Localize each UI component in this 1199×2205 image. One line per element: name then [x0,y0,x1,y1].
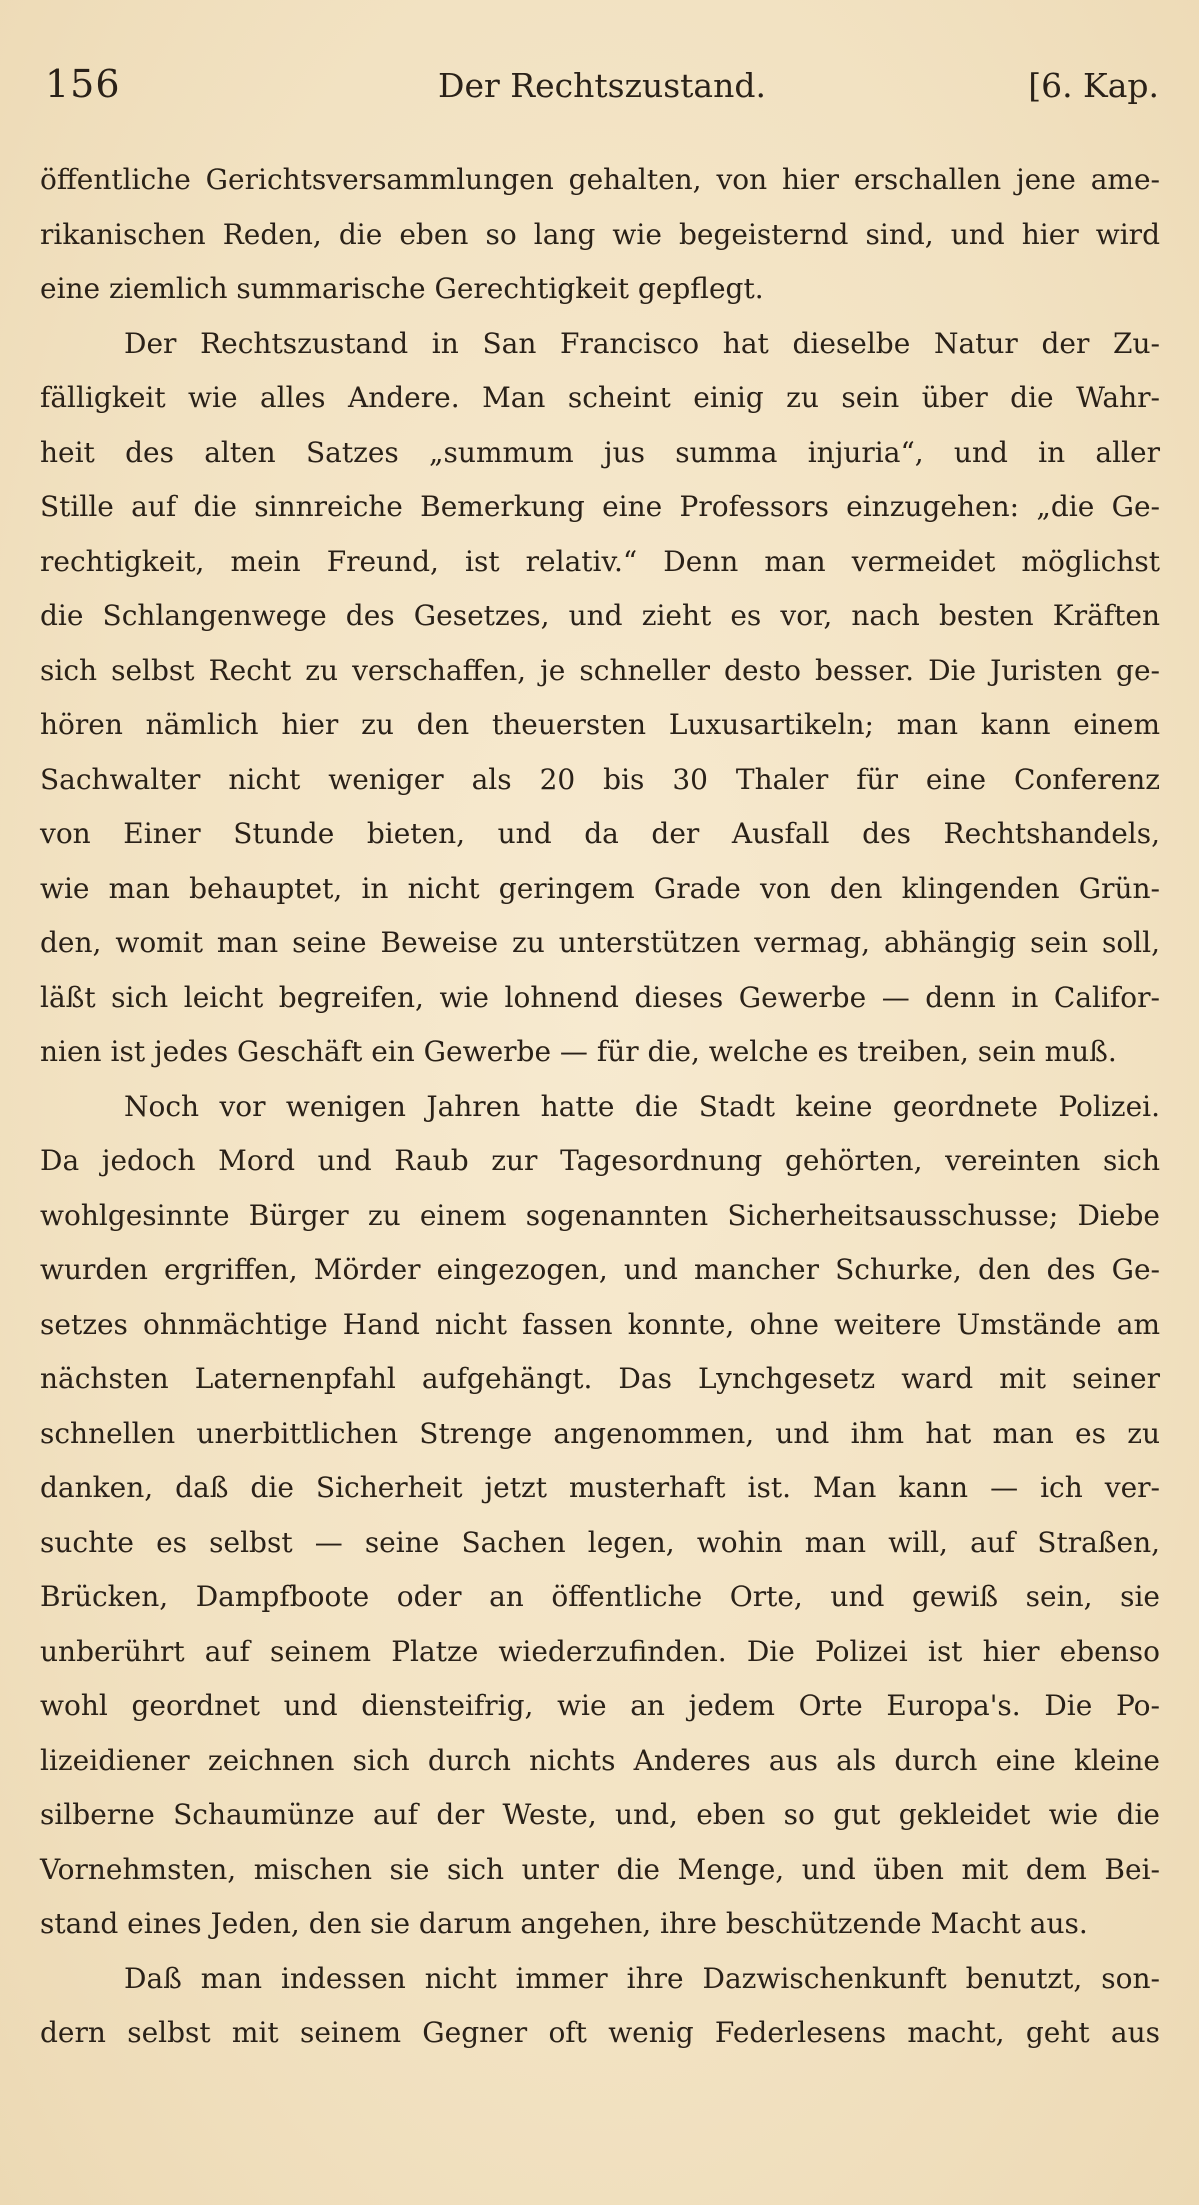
page-number: 156 [45,62,121,106]
text-line: den, womit man seine Beweise zu unterstützen vermag, abhängig sein soll, [40,926,1160,959]
text-line: hören nämlich hier zu den theuersten Luxusartikeln; man kann einem [40,708,1160,741]
text-line: sich selbst Recht zu verschaffen, je schneller desto besser. Die Juristen ge- [40,653,1160,687]
text-line: fälligkeit wie alles Andere. Man scheint einig zu sein über die Wahr- [40,381,1160,414]
text-line: suchte es selbst — seine Sachen legen, wohin man will, auf Straßen, [40,1525,1160,1559]
paragraph [40,317,1160,1080]
page-header [45,62,1159,122]
text-line: Vornehmsten, mischen sie sich unter die Menge, und üben mit dem Bei- [40,1852,1160,1886]
text-line: wurden ergriffen, Mörder eingezogen, und mancher Schurke, den des Ge- [40,1253,1160,1286]
text-line: schnellen unerbittlichen Strenge angenommen, und ihm hat man es zu [40,1416,1160,1450]
text-line: Noch vor wenigen Jahren hatte die Stadt keine geordnete Polizei. [124,1089,1160,1123]
running-head: Der Rechtszustand. [438,66,766,105]
text-line: setzes ohnmächtige Hand nicht fassen konnte, ohne weitere Umstände am [40,1307,1160,1341]
text-line: Daß man indessen nicht immer ihre Dazwischenkunft benutzt, son- [124,1961,1160,1995]
text-line: lizeidiener zeichnen sich durch nichts Anderes aus als durch eine kleine [40,1743,1160,1777]
text-line: Brücken, Dampfboote oder an öffentliche Orte, und gewiß sein, sie [40,1580,1160,1613]
text-line: Stille auf die sinnreiche Bemerkung eine Professors einzugehen: „die Ge- [40,490,1160,523]
text-line: öffentliche Gerichtsversammlungen gehalten, von hier erschallen jene ame- [40,163,1160,196]
text-line: wohlgesinnte Bürger zu einem sogenannten Sicherheitsausschusse; Diebe [40,1198,1160,1232]
text-line: Da jedoch Mord und Raub zur Tagesordnung gehörten, vereinten sich [40,1144,1160,1177]
paragraph [40,153,1160,317]
text-line: nächsten Laternenpfahl aufgehängt. Das Lynchgesetz ward mit seiner [40,1362,1160,1395]
text-line: eine ziemlich summarische Gerechtigkeit gepflegt. [40,272,764,305]
text-line: stand eines Jeden, den sie darum angehen, ihre beschützende Macht aus. [40,1907,1088,1940]
text-line: silberne Schaumünze auf der Weste, und, eben so gut gekleidet wie die [40,1798,1160,1831]
text-line: dern selbst mit seinem Gegner oft wenig Federlesens macht, geht aus [40,2016,1160,2049]
text-line: nien ist jedes Geschäft ein Gewerbe — für die, welche es treiben, sein muß. [40,1035,1117,1068]
text-line: läßt sich leicht begreifen, wie lohnend dieses Gewerbe — denn in Califor- [40,980,1160,1014]
text-line: wie man behauptet, in nicht geringem Grade von den klingenden Grün- [40,871,1160,905]
text-line: rikanischen Reden, die eben so lang wie begeisternd sind, und hier wird [40,217,1160,251]
text-line: wohl geordnet und diensteifrig, wie an jedem Orte Europa's. Die Po- [40,1689,1160,1722]
body-text [40,153,1160,2061]
paragraph [40,1952,1160,2061]
text-line: heit des alten Satzes „summum jus summa injuria“, und in aller [40,435,1160,469]
text-line: rechtigkeit, mein Freund, ist relativ.“ Denn man vermeidet möglichst [40,544,1160,578]
text-line: die Schlangenwege des Gesetzes, und zieht es vor, nach besten Kräften [40,599,1160,632]
text-line: Der Rechtszustand in San Francisco hat dieselbe Natur der Zu- [124,326,1160,360]
text-line: Sachwalter nicht weniger als 20 bis 30 Thaler für eine Conferenz [40,762,1160,796]
text-line: von Einer Stunde bieten, und da der Ausfall des Rechtshandels, [40,817,1160,850]
text-line: danken, daß die Sicherheit jetzt musterhaft ist. Man kann — ich ver- [40,1471,1160,1504]
text-line: unberührt auf seinem Platze wiederzufinden. Die Polizei ist hier ebenso [40,1634,1160,1668]
paragraph [40,1080,1160,1952]
chapter-label: [6. Kap. [1028,66,1159,105]
